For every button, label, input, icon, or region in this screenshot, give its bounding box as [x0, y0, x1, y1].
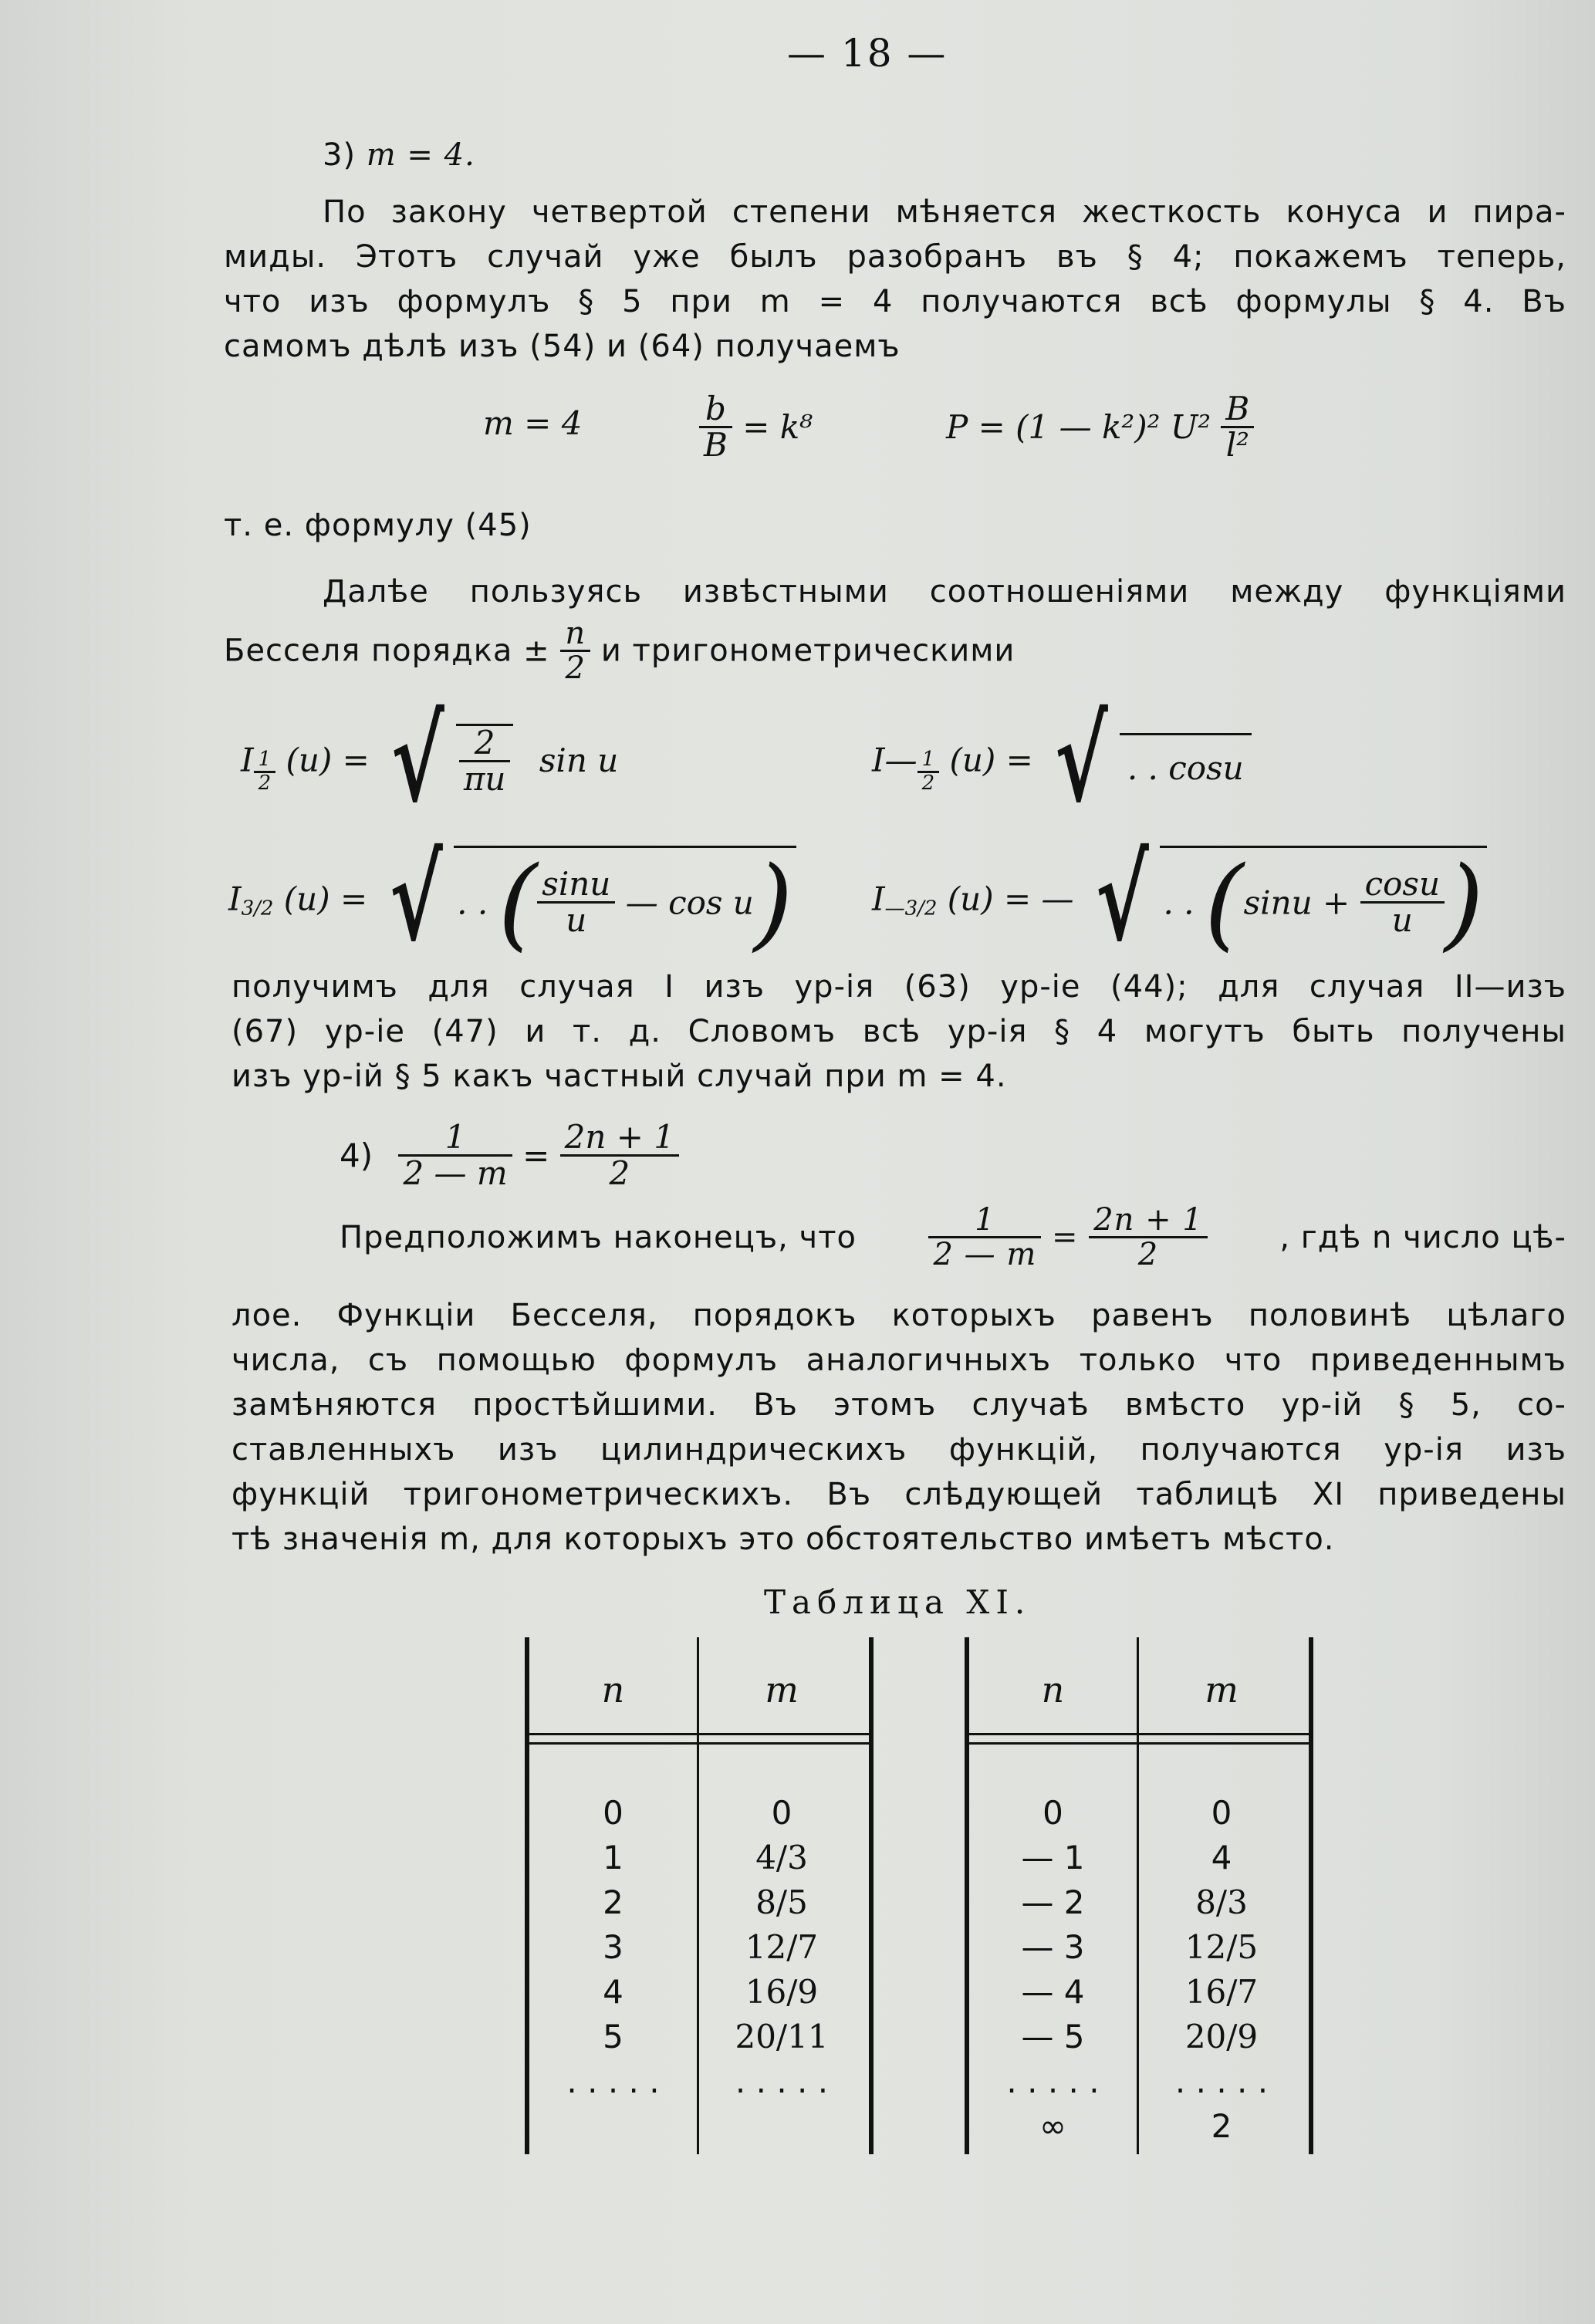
table-cell: 8/5: [755, 1883, 808, 1921]
ratio-numerator: b: [699, 392, 732, 428]
table-cell: 12/5: [1184, 1928, 1259, 1966]
section-3-heading: [323, 133, 475, 177]
formula-I-half: [241, 692, 619, 828]
bessel-symbol: I: [241, 741, 254, 779]
paragraph-line: что изъ формулъ § 5 при m = 4 получаются всѣ формулы § 4. Въ: [224, 284, 1566, 319]
table-cell: 2: [1211, 2107, 1232, 2145]
table-cell: — 4: [1021, 1973, 1085, 2011]
paragraph-text: , гдѣ n число цѣ-: [1279, 1219, 1566, 1255]
paragraph-line: ставленныхъ изъ цилиндрическихъ функцій, получаются ур-ія изъ: [231, 1432, 1566, 1468]
table-cell: 4: [1211, 1839, 1232, 1876]
formula-I-minus-half: I— $\frac{1}{2}$ (u) = √ . . cosu: [872, 702, 1252, 818]
argument: (u) =: [283, 880, 368, 918]
dots: . .: [1163, 883, 1195, 921]
table-cell: 0: [603, 1794, 623, 1832]
subscript-num: 1: [917, 749, 940, 772]
left-paren-icon: (: [1204, 843, 1244, 961]
paragraph-line: изъ ур-ій § 5 какъ частный случай при m = 4.: [231, 1059, 1007, 1094]
section-number: 4): [340, 1137, 373, 1175]
table-cell: ∞: [1039, 2107, 1066, 2145]
paragraph-line: Далѣе пользуясь извѣстными соотношеніями между функціями: [323, 574, 1566, 610]
table-cell: — 1: [1021, 1839, 1085, 1876]
paragraph-line: самомъ дѣлѣ изъ (54) и (64) получаемъ: [224, 329, 901, 364]
fraction-denominator: 2 — m: [403, 1154, 508, 1193]
bessel-symbol: I: [872, 880, 885, 918]
header-rule: [529, 1742, 869, 1745]
P-numerator: B: [1221, 392, 1254, 428]
table-cell: . . . . .: [1174, 2062, 1269, 2100]
bessel-symbol: I: [872, 741, 885, 779]
order-denominator: 2: [565, 650, 586, 686]
fraction-denominator: 2: [1137, 1237, 1159, 1272]
table-cell: 16/9: [745, 1973, 819, 2011]
table-right: [965, 1637, 1313, 2154]
paragraph-line: (67) ур-іе (47) и т. д. Словомъ всѣ ур-ія § 4 могутъ быть получены: [231, 1014, 1566, 1049]
right-paren-icon: ): [1445, 843, 1484, 961]
formula-P: [946, 392, 1254, 462]
formula-tail: sin u: [539, 741, 619, 779]
formula-I-three-halves: [228, 831, 796, 967]
table-cell: 0: [771, 1794, 792, 1832]
table-cell: 4/3: [755, 1839, 808, 1876]
argument: (u) =: [949, 741, 1033, 779]
argument: (u) = —: [947, 880, 1074, 918]
bessel-line-1: [323, 569, 1566, 614]
paragraph-text: и тригонометрическими: [600, 633, 1015, 669]
formula-head: sinu +: [1243, 883, 1350, 921]
table-cell: — 2: [1021, 1883, 1085, 1921]
table-cell: 12/7: [745, 1928, 819, 1966]
table-cell: 1: [603, 1839, 623, 1876]
paragraph-line: По закону четвертой степени мѣняется жесткость конуса и пира-: [323, 194, 1566, 230]
formula-I-minus-three-halves: [872, 831, 1487, 967]
header-m: m: [1205, 1669, 1238, 1711]
fraction-denominator: 2 — m: [933, 1237, 1037, 1272]
dots: . .: [457, 883, 488, 921]
formula-ratio: [699, 392, 813, 462]
right-paren-icon: ): [753, 843, 793, 961]
section-4-paragraph: [231, 1293, 1566, 1562]
table-cell: 3: [603, 1928, 623, 1966]
page-number: — 18 —: [787, 31, 948, 76]
paragraph-line: лое. Функціи Бесселя, порядокъ которыхъ равенъ половинѣ цѣлаго: [231, 1298, 1566, 1333]
fraction-numerator: 2n + 1: [560, 1120, 679, 1157]
section-4-line-1: [340, 1204, 1566, 1271]
table-cell: 0: [1211, 1794, 1232, 1832]
table-caption: Таблица XI.: [764, 1583, 1032, 1621]
fraction-numerator: 2: [459, 726, 511, 762]
section-3-paragraph: [224, 190, 1566, 369]
table-cell: 5: [603, 2018, 623, 2055]
formula-tail: . . cosu: [1127, 749, 1244, 787]
section-4-heading: [340, 1120, 679, 1191]
table-cell: 20/9: [1184, 2018, 1259, 2055]
plus-minus-sign: ±: [523, 633, 550, 669]
sqrt-icon: √: [389, 831, 443, 967]
table-cell: 2: [603, 1883, 623, 1921]
subscript-den: 2: [258, 771, 272, 795]
sqrt-icon: √: [391, 692, 445, 828]
header-rule: [969, 1742, 1309, 1745]
fraction-numerator: sinu: [537, 867, 615, 904]
formula-m: m = 4: [483, 404, 583, 442]
header-rule: [529, 1733, 869, 1735]
section-number: 3): [323, 137, 357, 173]
table-cell: 20/11: [735, 2018, 829, 2055]
bessel-line-2: [224, 617, 1015, 684]
paragraph-line: тѣ значенія m, для которыхъ это обстоятельство имѣетъ мѣсто.: [231, 1522, 1335, 1557]
ratio-rhs: = k⁸: [742, 408, 813, 447]
table-cell: . . . . .: [735, 2062, 829, 2100]
formula-reference: т. е. формулу (45): [224, 508, 532, 543]
formula-tail: — cos u: [625, 883, 754, 921]
paragraph-line: числа, съ помощью формулъ аналогичныхъ только что приведеннымъ: [231, 1343, 1566, 1378]
equals-sign: =: [522, 1137, 550, 1175]
argument: (u) =: [286, 741, 370, 779]
header-m: m: [765, 1669, 799, 1711]
bessel-symbol: I: [228, 880, 242, 918]
table-cell: 0: [1042, 1794, 1063, 1832]
table-cell: — 3: [1021, 1928, 1085, 1966]
fraction-numerator: 2n + 1: [1089, 1204, 1208, 1238]
P-denominator: l²: [1225, 426, 1249, 464]
table-cell: . . . . .: [566, 2062, 660, 2100]
fraction-numerator: 1: [928, 1204, 1041, 1238]
ratio-denominator: B: [704, 426, 728, 464]
table-cell: — 5: [1021, 2018, 1085, 2055]
fraction-denominator: 2: [609, 1154, 630, 1193]
header-rule: [969, 1733, 1309, 1735]
subscript-den: 2: [921, 771, 935, 795]
inline-equation: [928, 1204, 1207, 1271]
fraction-denominator: u: [1391, 901, 1413, 939]
sqrt-icon: √: [1095, 831, 1149, 967]
paragraph-line: получимъ для случая I изъ ур-ія (63) ур-іе (44); для случая II—изъ: [231, 969, 1566, 1005]
paragraph-line: замѣняются простѣйшими. Въ этомъ случаѣ вмѣсто ур-ій § 5, со-: [231, 1387, 1566, 1423]
table-cell: . . . . .: [1006, 2062, 1100, 2100]
paragraph-line: миды. Этотъ случай уже былъ разобранъ въ § 4; покажемъ теперь,: [224, 239, 1566, 275]
sqrt-icon: √: [1055, 692, 1109, 828]
paragraph-text: Бесселя порядка: [224, 633, 513, 669]
paragraph-line: функцій тригонометрическихъ. Въ слѣдующей таблицѣ XI приведены: [231, 1477, 1566, 1512]
table-cell: 16/7: [1184, 1973, 1259, 2011]
header-n: n: [1041, 1669, 1065, 1711]
header-n: n: [601, 1669, 625, 1711]
subscript-num: 1: [254, 749, 276, 772]
table-cell: 8/3: [1195, 1883, 1248, 1921]
fraction-numerator: cosu: [1360, 867, 1445, 904]
subscript: —3/2: [884, 897, 938, 920]
formula-row-m4: [483, 404, 582, 442]
table-left: [525, 1637, 874, 2154]
subscript: 3/2: [241, 897, 274, 920]
cases-paragraph: [231, 964, 1566, 1099]
order-numerator: n: [560, 617, 590, 652]
table-cell: 4: [603, 1973, 623, 2011]
section-expr: m = 4.: [366, 137, 475, 173]
equals-sign: =: [1051, 1219, 1079, 1255]
left-paren-icon: (: [498, 843, 538, 961]
paragraph-text: Предположимъ наконецъ, что: [340, 1219, 857, 1255]
fraction-denominator: u: [566, 901, 587, 939]
fraction-denominator: πu: [463, 760, 506, 798]
P-lhs: P = (1 — k²)² U²: [946, 408, 1222, 447]
fraction-numerator: 1: [398, 1120, 512, 1157]
